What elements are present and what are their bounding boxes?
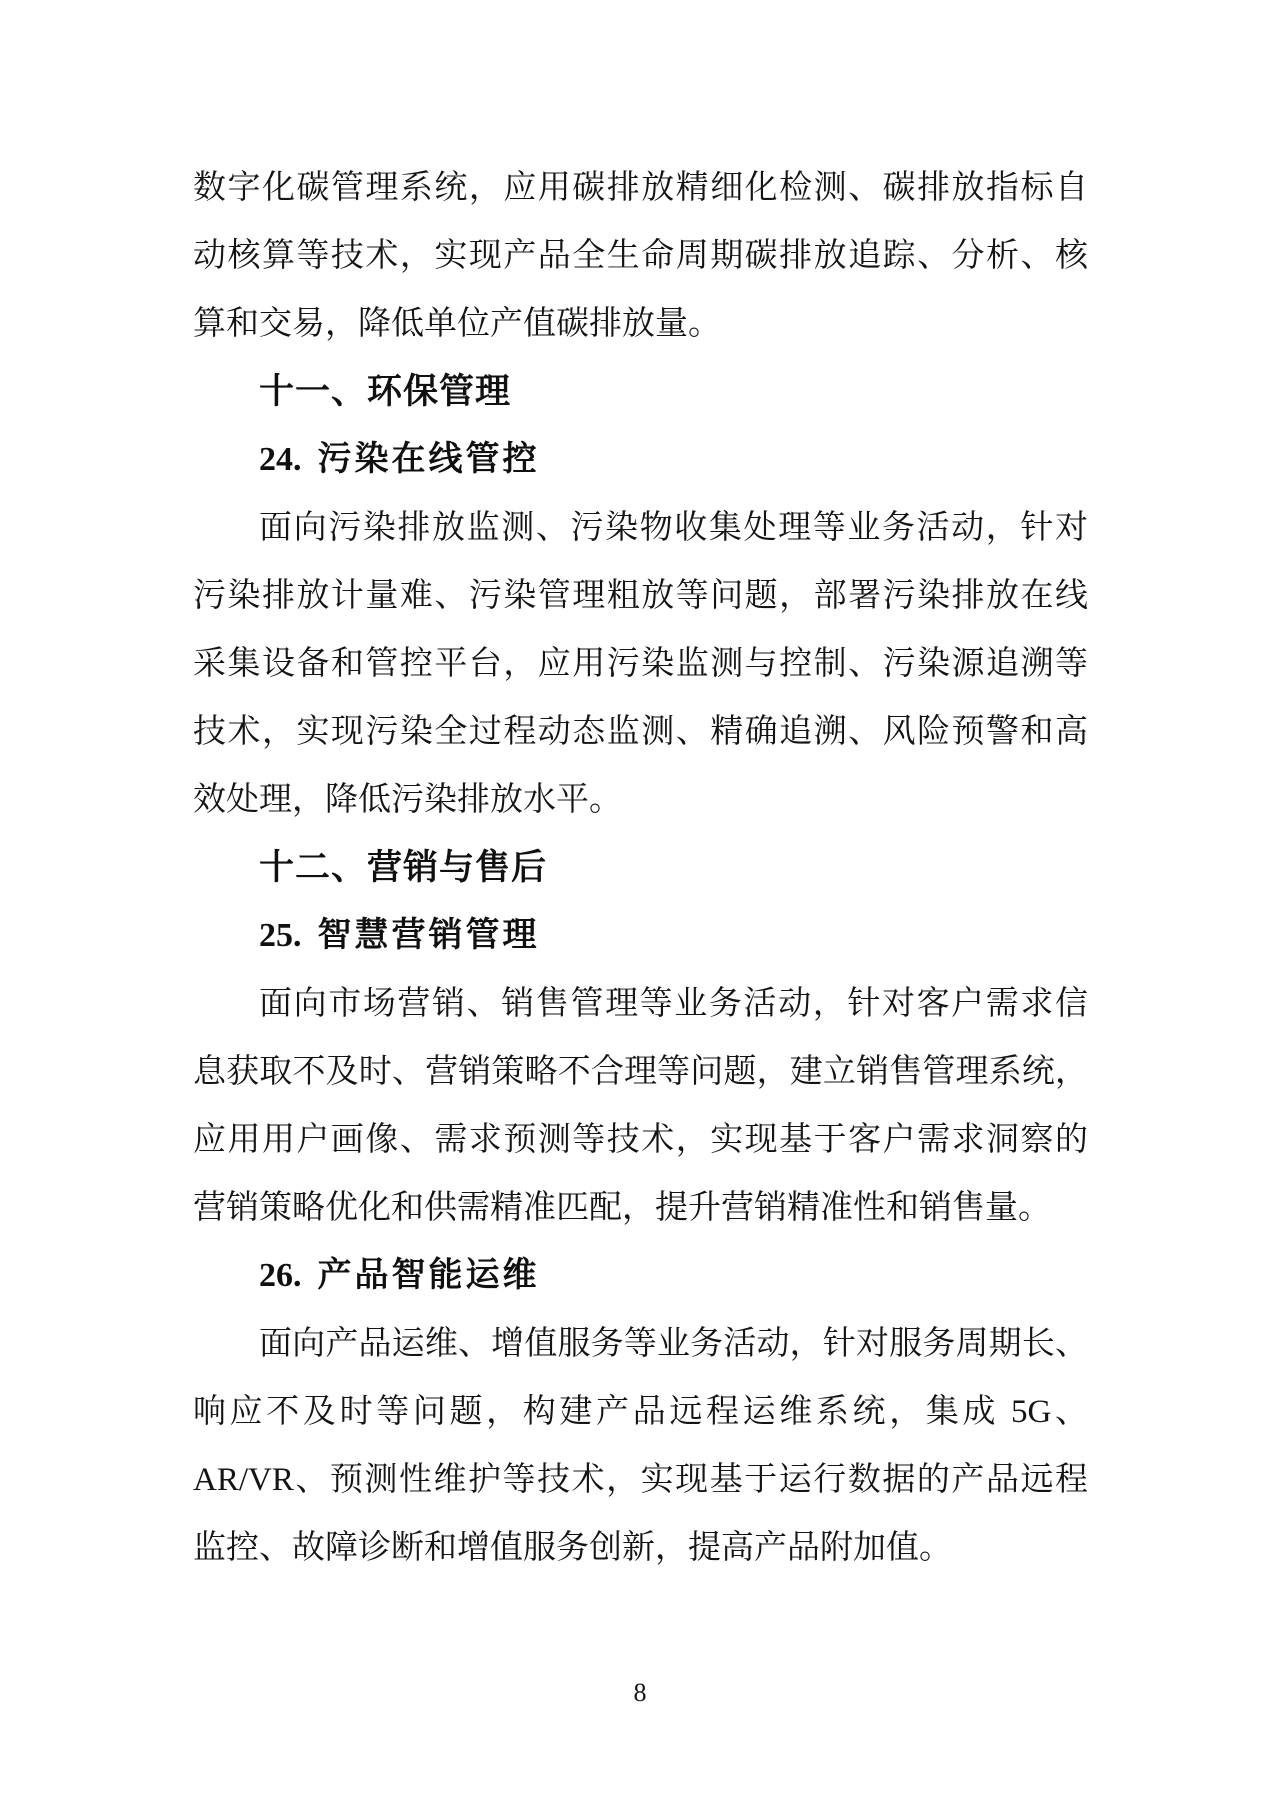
- section-heading-11-environmental-management: 十一、环保管理: [259, 372, 512, 411]
- item-title: 污染在线管控: [317, 441, 540, 478]
- text-line: 营销策略优化和供需精准匹配，提升营销精准性和销售量。: [193, 1190, 1051, 1226]
- item-number: 25.: [259, 917, 302, 954]
- section-heading-12-marketing-aftersales: 十二、营销与售后: [259, 848, 548, 887]
- item-number: 26.: [259, 1257, 302, 1294]
- text-line: 采集设备和管控平台，应用污染监测与控制、污染源追溯等: [193, 646, 1088, 682]
- item-heading-24: [193, 426, 1088, 494]
- paragraph-smart-marketing-management: [193, 970, 1088, 1242]
- item-heading-26: [193, 1242, 1088, 1310]
- paragraph-pollution-online-control: [193, 494, 1088, 834]
- item-title: 智慧营销管理: [317, 917, 540, 954]
- text-line: 息获取不及时、营销策略不合理等问题，建立销售管理系统，: [193, 1054, 1088, 1090]
- text-line: 效处理，降低污染排放水平。: [193, 782, 622, 818]
- text-line: 响应不及时等问题，构建产品远程运维系统，集成 5G、: [193, 1394, 1088, 1430]
- text-line: 应用用户画像、需求预测等技术，实现基于客户需求洞察的: [193, 1122, 1088, 1158]
- item-title: 产品智能运维: [317, 1257, 540, 1294]
- paragraph-carbon-management-continuation: [193, 154, 1088, 358]
- text-line: 动核算等技术，实现产品全生命周期碳排放追踪、分析、核: [193, 238, 1088, 274]
- item-heading-25: [193, 902, 1088, 970]
- text-line: AR/VR、预测性维护等技术，实现基于运行数据的产品远程: [193, 1462, 1088, 1498]
- page-number: 8: [633, 1678, 647, 1707]
- text-line: 算和交易，降低单位产值碳排放量。: [193, 306, 721, 342]
- text-line: 监控、故障诊断和增值服务创新，提高产品附加值。: [193, 1530, 952, 1566]
- text-line: 污染排放计量难、污染管理粗放等问题，部署污染排放在线: [193, 578, 1088, 614]
- text-line: 技术，实现污染全过程动态监测、精确追溯、风险预警和高: [193, 714, 1088, 750]
- document-body: [193, 154, 1088, 1582]
- text-line: 面向污染排放监测、污染物收集处理等业务活动，针对: [259, 510, 1088, 546]
- paragraph-product-intelligent-ops: [193, 1310, 1088, 1582]
- text-line: 面向产品运维、增值服务等业务活动，针对服务周期长、: [259, 1326, 1088, 1362]
- item-number: 24.: [259, 441, 302, 478]
- text-line: 面向市场营销、销售管理等业务活动，针对客户需求信: [259, 986, 1088, 1022]
- text-line: 数字化碳管理系统，应用碳排放精细化检测、碳排放指标自: [193, 170, 1088, 206]
